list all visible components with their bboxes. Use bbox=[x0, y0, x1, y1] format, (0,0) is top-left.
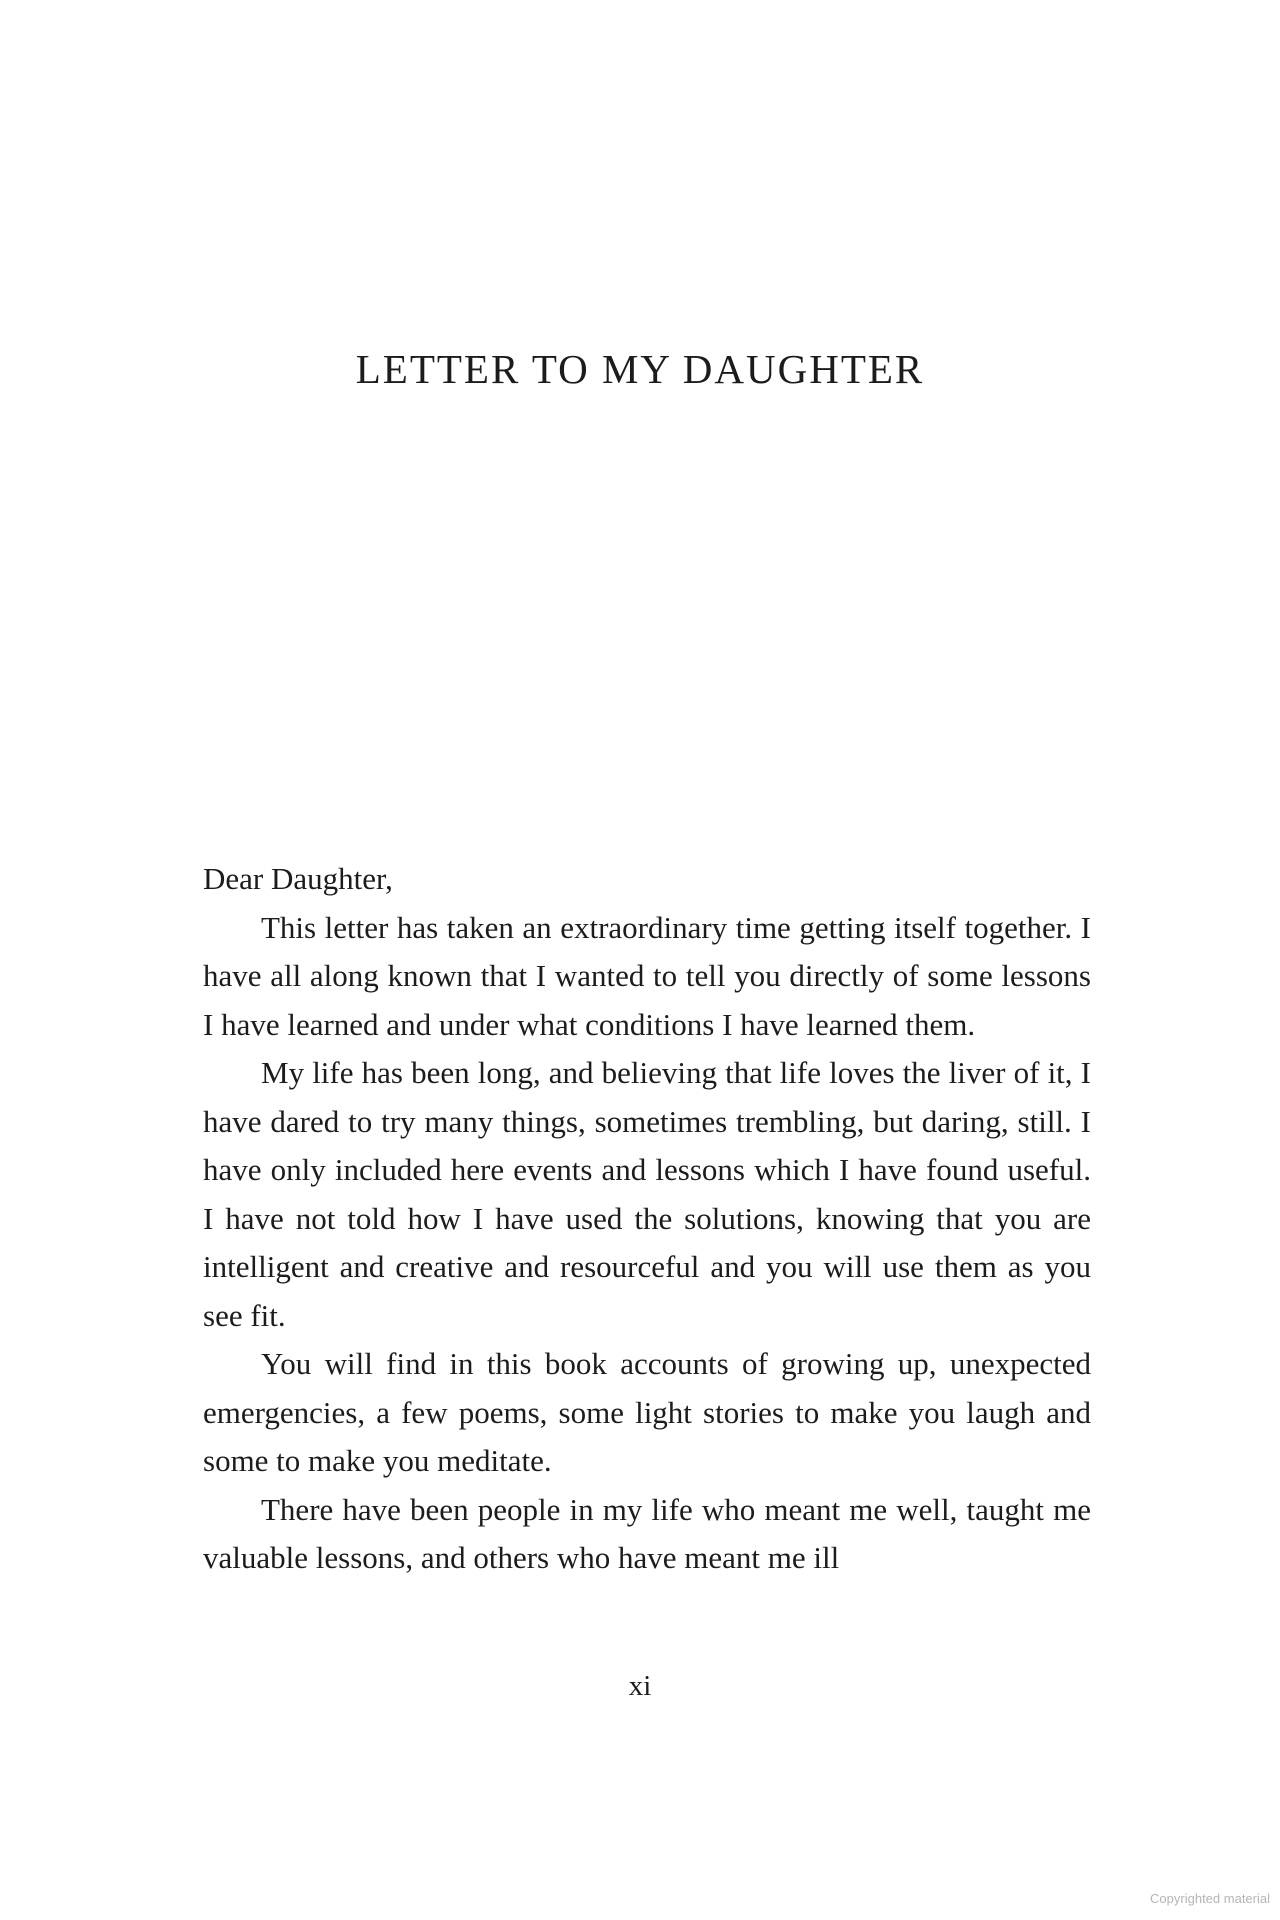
paragraph: My life has been long, and believing that life loves the liver of it, I have dared to try many things, sometimes trembling, but daring, still. I have only included here events and lessons which I have found useful. I have not told how I have used the solutions, knowing that you are intelligent and creative and resourceful and you will use them as you see fit. bbox=[203, 1055, 1091, 1333]
copyright-watermark: Copyrighted material bbox=[1150, 1891, 1270, 1906]
paragraph: This letter has taken an extraordinary time getting itself together. I have all along known that I wanted to tell you directly of some lessons I have learned and under what conditions I have learned them. bbox=[203, 909, 1091, 1042]
salutation: Dear Daughter, bbox=[203, 861, 393, 896]
paragraph: You will find in this book accounts of growing up, unexpected emergencies, a few poems, some light stories to make you laugh and some to make you meditate. bbox=[203, 1346, 1091, 1478]
page-number: xi bbox=[628, 1670, 652, 1702]
paragraph: There have been people in my life who meant me well, taught me valuable lessons, and others who have meant me ill bbox=[203, 1491, 1091, 1575]
chapter-title: LETTER TO MY DAUGHTER bbox=[355, 346, 925, 392]
letter-body bbox=[203, 855, 1091, 1583]
